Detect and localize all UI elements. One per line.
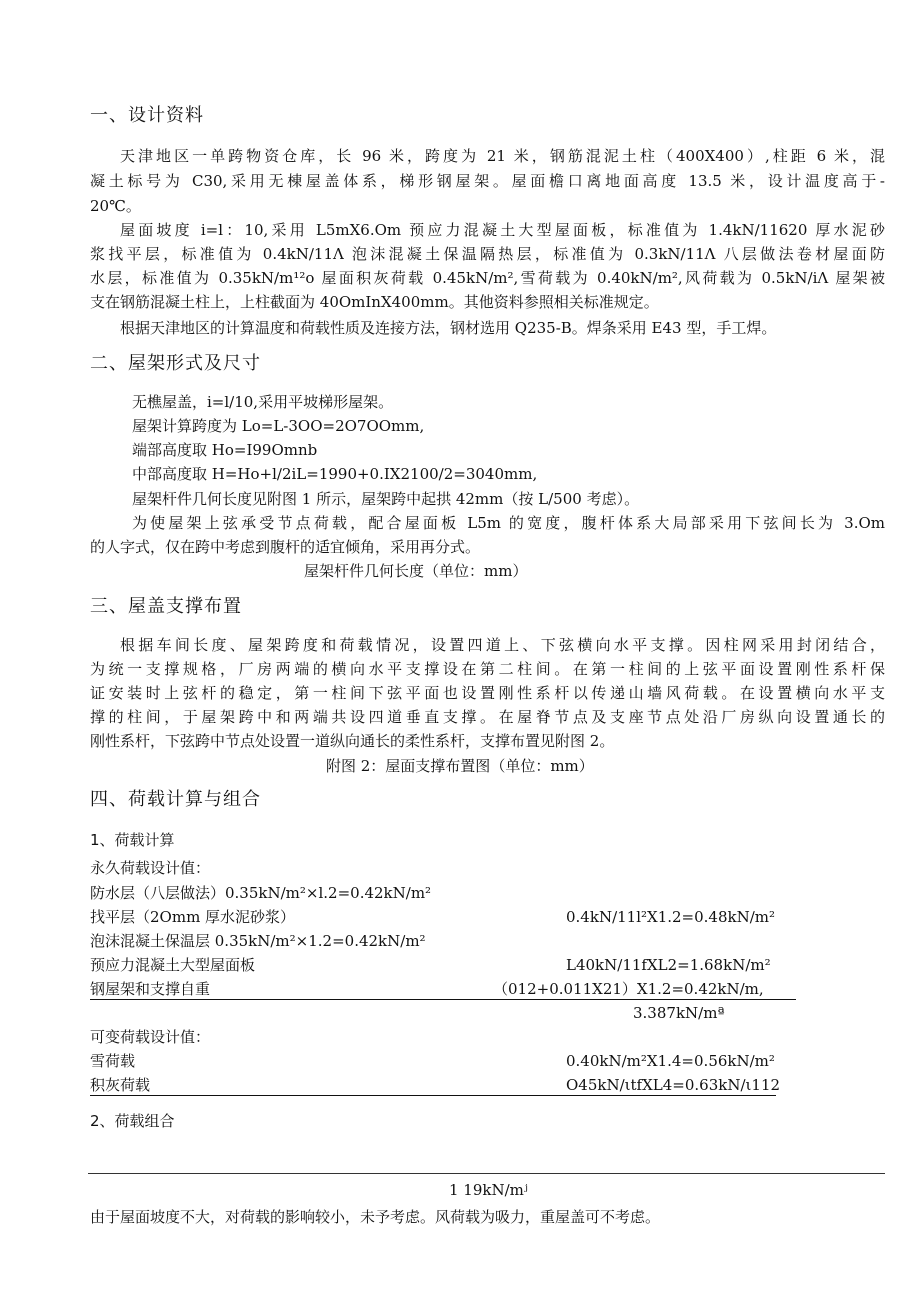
sec1-p1-line3: 20℃。	[90, 197, 141, 215]
divider-line	[88, 1173, 885, 1174]
sec3-p-line2: 为统一支撑规格，厂房两端的横向水平支撑设在第二柱间。在第一柱间的上弦平面设置刚性系杆保	[90, 660, 885, 678]
sec3-caption: 附图 2：屋面支撑布置图（单位：mm）	[326, 757, 594, 775]
perm-load-row-name: 防水层（八层做法）0.35kN∕m²×l.2=0.42kN∕m²	[90, 884, 432, 902]
var-load-row-value: 0.40kN∕m²X1.4=0.56kN∕m²	[566, 1052, 775, 1070]
sec1-p1-line1: 天津地区一单跨物资仓库，长 96 米，跨度为 21 米，钢筋混泥土柱（400X400）,柱距 6 米，混	[120, 147, 885, 165]
perm-load-row-value: L40kN∕11fXL2=1.68kN∕m²	[566, 956, 771, 974]
section-4-title: 四、荷载计算与组合	[90, 789, 261, 810]
sec1-p2-line4: 支在钢筋混凝土柱上，上柱截面为 40OmInX400mm。其他资料参照相关标准规定。	[90, 293, 659, 311]
var-load-row-name: 雪荷载	[90, 1052, 136, 1070]
closing-note: 由于屋面坡度不大，对荷载的影响较小，未予考虑。风荷载为吸力，重屋盖可不考虑。	[90, 1208, 661, 1226]
perm-load-row-name: 泡沫混凝土保温层 0.35kN∕m²×1.2=0.42kN∕m²	[90, 932, 426, 950]
sec1-p2-line1: 屋面坡度 i=l：10,采用 L5mX6.Om 预应力混凝土大型屋面板，标准值为 1.4kN∕11620 厚水泥砂	[120, 221, 885, 239]
sec4-subtitle-1: 1、荷载计算	[90, 831, 175, 849]
perm-load-row-value: （012+0.011X21）X1.2=0.42kN/m,	[470, 979, 796, 1000]
var-load-row-value: O45kN∕ιtfXL4=0.63kN∕ι112	[566, 1076, 781, 1094]
permanent-load-total: 3.387kN∕mª	[633, 1004, 725, 1022]
perm-load-row-name: 钢屋架和支撑自重	[90, 979, 470, 1000]
sec4-subtitle-2: 2、荷载组合	[90, 1112, 175, 1130]
sec1-p2-line2: 浆找平层，标准值为 0.4kN∕11Λ 泡沫混凝土保温隔热层，标准值为 0.3kN∕11Λ 八层做法卷材屋面防	[90, 245, 885, 263]
permanent-load-title: 永久荷载设计值：	[90, 859, 211, 877]
var-load-row-name: 积灰荷载	[90, 1075, 566, 1096]
sec1-p3: 根据天津地区的计算温度和荷载性质及连接方法，钢材选用 Q235-B。焊条采用 E43 型，手工焊。	[120, 319, 777, 337]
sec3-p-line5: 刚性系杆，下弦跨中节点处设置一道纵向通长的柔性系杆，支撑布置见附图 2。	[90, 732, 615, 750]
perm-load-row-name: 找平层（2Omm 厚水泥砂浆）	[90, 908, 296, 926]
variable-load-title: 可变荷载设计值：	[90, 1028, 211, 1046]
sec2-line4: 中部高度取 H=Ho+l∕2iL=1990+0.IX2100∕2=3040mm,	[132, 465, 538, 483]
sec2-caption: 屋架杆件几何长度（单位：mm）	[304, 562, 528, 580]
section-1-title: 一、设计资料	[90, 105, 204, 126]
perm-load-row-name: 预应力混凝土大型屋面板	[90, 956, 256, 974]
section-3-title: 三、屋盖支撑布置	[90, 596, 242, 617]
sec2-p-line2: 的人字式，仅在跨中考虑到腹杆的适宜倾角，采用再分式。	[90, 538, 481, 556]
sec2-line1: 无樵屋盖，i=l∕10,采用平坡梯形屋架。	[132, 393, 394, 411]
load-combination-value: 1 19kN∕mʲ	[449, 1181, 528, 1199]
sec2-p-line1: 为使屋架上弦承受节点荷载，配合屋面板 L5m 的宽度，腹杆体系大局部采用下弦间长为 3.Om	[132, 514, 885, 532]
sec2-line3: 端部高度取 Ho=I99Omnb	[132, 441, 318, 459]
sec1-p1-line2: 凝土标号为 C30,采用无棟屋盖体系，梯形钢屋架。屋面檐口离地面高度 13.5 米，设计温度高于-	[90, 172, 885, 190]
sec2-line2: 屋架计算跨度为 Lo=L-3OO=2O7OOmm,	[132, 417, 425, 435]
sec3-p-line3: 证安装时上弦杆的稳定，第一柱间下弦平面也设置刚性系杆以传递山墙风荷载。在设置横向水平支	[90, 684, 885, 702]
perm-load-row-value: 0.4kN∕11l²X1.2=0.48kN∕m²	[566, 908, 776, 926]
sec2-line5: 屋架杆件几何长度见附图 1 所示，屋架跨中起拱 42mm（按 L/500 考虑）。	[132, 490, 640, 508]
section-2-title: 二、屋架形式及尺寸	[90, 353, 261, 374]
sec3-p-line1: 根据车间长度、屋架跨度和荷载情况，设置四道上、下弦横向水平支撑。因柱网采用封闭结合，	[120, 636, 885, 654]
sec1-p2-line3: 水层，标准值为 0.35kN∕m¹²o 屋面积灰荷载 0.45kN∕m²,雪荷载为 0.40kN∕m²,风荷载为 0.5kN∕iΛ 屋架被	[90, 269, 885, 287]
sec3-p-line4: 撑的柱间，于屋架跨中和两端共设四道垂直支撑。在屋脊节点及支座节点处沿厂房纵向设置通长的	[90, 708, 885, 726]
